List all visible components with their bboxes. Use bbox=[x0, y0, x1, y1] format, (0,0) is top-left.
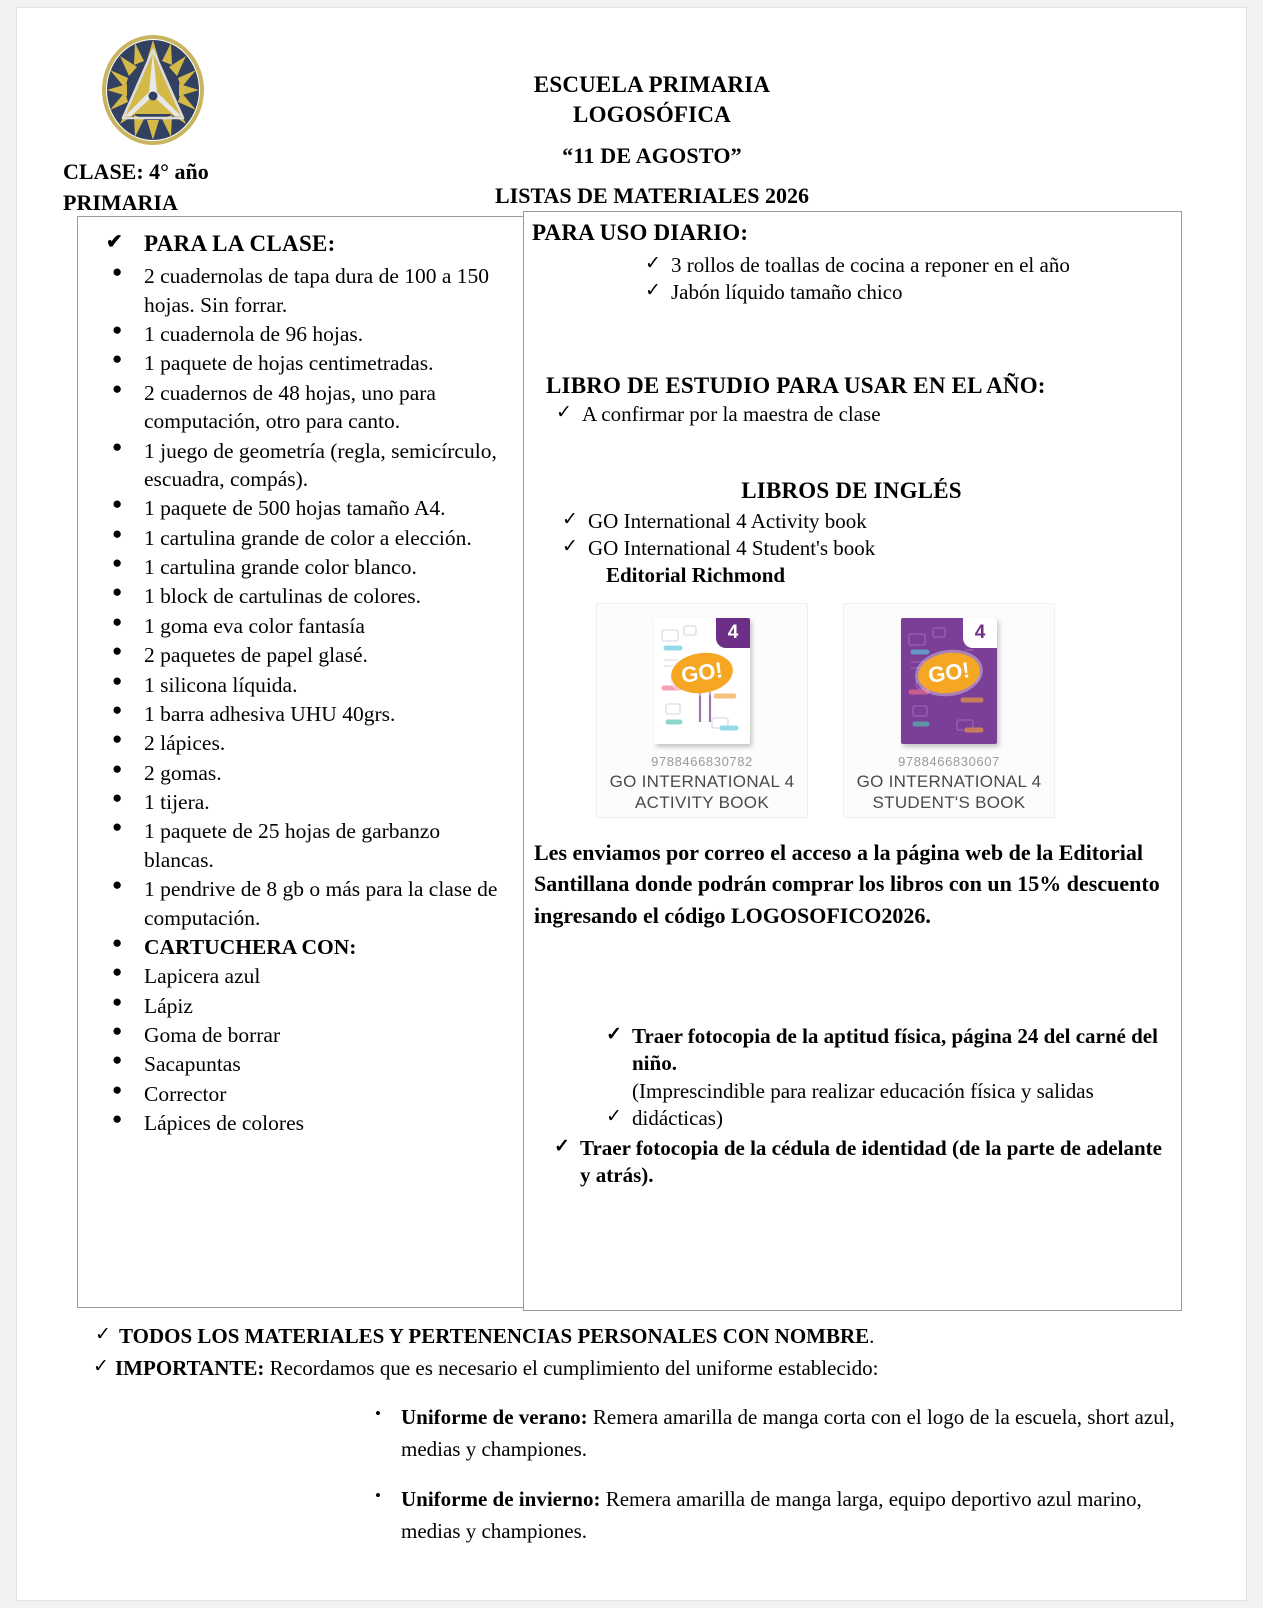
bullet-icon: ● bbox=[112, 699, 123, 719]
list-item bbox=[96, 553, 515, 581]
list-item bbox=[548, 401, 1171, 428]
bullet-icon: ● bbox=[112, 582, 123, 602]
list-item-label: 1 juego de geometría (regla, semicírculo, escuadra, compás). bbox=[144, 438, 497, 491]
list-item-label: Corrector bbox=[144, 1081, 227, 1106]
uniform-item-verano bbox=[367, 1402, 1197, 1466]
check-icon: ✓ bbox=[556, 401, 572, 423]
bullet-icon: ● bbox=[112, 729, 123, 749]
bullet-icon: ● bbox=[112, 378, 123, 398]
check-icon: ✔ bbox=[106, 231, 124, 253]
school-title bbox=[417, 70, 887, 170]
check-icon: ✓ bbox=[606, 1023, 622, 1045]
list-item-label: 2 cuadernos de 48 hojas, uno para computación, otro para canto. bbox=[144, 380, 436, 434]
uniform-text: Remera amarilla de manga corta con el logo de la escuela, short azul, medias y championes. bbox=[401, 1404, 1175, 1461]
list-item bbox=[96, 582, 515, 610]
list-item-label: 1 paquete de hojas centimetradas. bbox=[144, 351, 434, 376]
list-item bbox=[96, 759, 515, 787]
school-name-line2: LOGOSÓFICA bbox=[573, 102, 731, 128]
list-item bbox=[96, 612, 515, 640]
book-cover-student-icon bbox=[901, 618, 997, 744]
list-item-label: Traer fotocopia de la aptitud física, página 24 del carné del niño. bbox=[632, 1023, 1158, 1076]
list-item bbox=[96, 700, 515, 728]
bullet-icon: ● bbox=[112, 758, 123, 778]
bullet-icon: • bbox=[375, 1403, 381, 1423]
check-icon: ✓ bbox=[554, 1136, 570, 1158]
book-isbn: 9788466830782 bbox=[651, 753, 753, 769]
bullet-icon: ● bbox=[112, 817, 123, 837]
list-item-label: 1 cartulina grande de color a elección. bbox=[144, 525, 472, 550]
bullet-icon: ● bbox=[112, 1050, 123, 1070]
list-item bbox=[96, 320, 515, 348]
list-item-label: 1 cartulina grande color blanco. bbox=[144, 555, 417, 580]
bullet-icon: ● bbox=[112, 1109, 123, 1129]
list-item-label: 1 goma eva color fantasía bbox=[144, 613, 365, 638]
bullet-icon: ● bbox=[112, 1021, 123, 1041]
list-item-label: 3 rollos de toallas de cocina a reponer en el año bbox=[671, 253, 1070, 277]
list-heading-cartuchera bbox=[96, 933, 515, 961]
list-item-label: 1 pendrive de 8 gb o más para la clase de computación. bbox=[144, 877, 498, 930]
list-item bbox=[96, 1050, 515, 1078]
book-isbn: 9788466830607 bbox=[898, 753, 1000, 769]
book-title-line1: GO INTERNATIONAL 4 bbox=[856, 771, 1042, 791]
book-title-line1: GO INTERNATIONAL 4 bbox=[609, 771, 795, 791]
list-item bbox=[96, 524, 515, 552]
list-item-label: 2 cuadernolas de tapa dura de 100 a 150 hojas. Sin forrar. bbox=[144, 264, 490, 317]
list-item-label: 1 paquete de 500 hojas tamaño A4. bbox=[144, 496, 446, 521]
bullet-icon: ● bbox=[112, 349, 123, 369]
list-item-label: Lapicera azul bbox=[144, 964, 261, 989]
list-item-label: 1 block de cartulinas de colores. bbox=[144, 584, 422, 609]
list-item bbox=[96, 1109, 515, 1137]
check-icon: ✓ bbox=[606, 1105, 622, 1127]
bullet-icon: ● bbox=[112, 670, 123, 690]
section-heading-libros-ingles: LIBROS DE INGLÉS bbox=[741, 477, 962, 503]
table-cell-left bbox=[77, 216, 524, 1308]
list-item bbox=[96, 875, 515, 932]
list-item-label: Jabón líquido tamaño chico bbox=[671, 280, 903, 305]
section-heading-libro-estudio: LIBRO DE ESTUDIO PARA USAR EN EL AÑO: bbox=[546, 372, 1046, 398]
list-item-label: 1 barra adhesiva UHU 40grs. bbox=[144, 701, 396, 726]
go-logo-icon: GO! bbox=[669, 649, 736, 697]
document-header bbox=[17, 8, 1246, 216]
list-item bbox=[554, 535, 1171, 562]
go-logo-icon: GO! bbox=[916, 649, 983, 697]
class-line-2: PRIMARIA bbox=[63, 190, 178, 216]
list-item-label: GO International 4 Student's book bbox=[588, 536, 876, 561]
list-item-label: 2 gomas. bbox=[144, 760, 222, 785]
bullet-icon: • bbox=[375, 1485, 381, 1505]
bullet-icon: ● bbox=[112, 494, 123, 514]
bullet-icon: ● bbox=[112, 262, 123, 282]
list-item-label: 2 lápices. bbox=[144, 731, 226, 756]
check-icon: ✓ bbox=[645, 280, 661, 302]
list-item bbox=[598, 1105, 1171, 1132]
list-item bbox=[96, 729, 515, 757]
footer-materiales-bold: TODOS LOS MATERIALES Y PERTENENCIAS PERSONALES CON NOMBRE bbox=[119, 1324, 870, 1348]
list-item bbox=[96, 379, 515, 436]
bullet-icon: ● bbox=[112, 523, 123, 543]
uniform-label: Uniforme de verano: bbox=[401, 1404, 588, 1429]
bullet-icon: ● bbox=[112, 436, 123, 456]
check-icon: ✓ bbox=[562, 508, 578, 530]
list-item bbox=[96, 641, 515, 669]
list-item-label: 1 cuadernola de 96 hojas. bbox=[144, 322, 364, 347]
list-item bbox=[96, 1080, 515, 1108]
section-heading-uso-diario: PARA USO DIARIO: bbox=[532, 220, 749, 245]
list-item bbox=[96, 962, 515, 990]
page-title: LISTAS DE MATERIALES 2026 bbox=[495, 183, 809, 208]
uniform-item-invierno bbox=[367, 1484, 1197, 1548]
book-card-activity bbox=[597, 604, 807, 817]
list-item bbox=[96, 788, 515, 816]
importante-label: IMPORTANTE: bbox=[115, 1356, 265, 1381]
uniform-text: Remera amarilla de manga larga, equipo deportivo azul marino, medias y championes. bbox=[401, 1486, 1142, 1543]
publisher-label: Editorial Richmond bbox=[606, 563, 786, 588]
list-item-label: Lápices de colores bbox=[144, 1111, 304, 1136]
bullet-icon: ● bbox=[112, 641, 123, 661]
list-item-label: Lápiz bbox=[144, 993, 193, 1018]
book-title-line2: ACTIVITY BOOK bbox=[635, 792, 769, 812]
list-item-label: Sacapuntas bbox=[144, 1052, 241, 1077]
list-item bbox=[637, 279, 1171, 306]
list-item bbox=[598, 1023, 1171, 1078]
footer-materiales-tail: . bbox=[869, 1324, 875, 1348]
list-item-label: 1 silicona líquida. bbox=[144, 672, 298, 697]
list-item-label: Traer fotocopia de la cédula de identidad (de la parte de adelante y atrás). bbox=[580, 1136, 1162, 1188]
table-cell-right bbox=[523, 211, 1182, 1311]
list-item-label: Goma de borrar bbox=[144, 1023, 281, 1048]
check-icon: ✓ bbox=[562, 536, 578, 558]
check-icon: ✓ bbox=[93, 1356, 109, 1378]
footer-item-materiales bbox=[77, 1321, 1197, 1351]
list-item bbox=[554, 508, 1171, 535]
book-title-line2: STUDENT'S BOOK bbox=[872, 792, 1026, 812]
list-item bbox=[96, 262, 515, 319]
bullet-icon: ● bbox=[112, 962, 123, 982]
bullet-icon: ● bbox=[112, 320, 123, 340]
book-card-student bbox=[844, 604, 1054, 817]
bullet-icon: ● bbox=[112, 991, 123, 1011]
photocopy-note: (Imprescindible para realizar educación física y salidas bbox=[632, 1078, 1094, 1103]
bullet-icon: ● bbox=[112, 611, 123, 631]
uniform-label: Uniforme de invierno: bbox=[401, 1486, 601, 1511]
list-item-label: GO International 4 Activity book bbox=[588, 508, 867, 533]
list-item bbox=[96, 349, 515, 377]
document-footer bbox=[77, 1321, 1197, 1548]
school-name-line1: ESCUELA PRIMARIA bbox=[533, 72, 771, 97]
class-line-1: CLASE: 4° año bbox=[63, 159, 209, 184]
bullet-icon: ● bbox=[112, 1079, 123, 1099]
heading-text: CARTUCHERA CON: bbox=[144, 934, 357, 959]
book-cover-activity-icon bbox=[654, 618, 750, 744]
school-crest-logo bbox=[101, 34, 205, 146]
list-item bbox=[96, 671, 515, 699]
santillana-note: Les enviamos por correo el acceso a la página web de la Editorial Santillana donde podrán comprar los libros con un 15% descuento ingresando el código LOGOSOFICO2026. bbox=[534, 840, 1160, 928]
daily-use-list bbox=[637, 252, 1171, 307]
list-item bbox=[96, 817, 515, 874]
check-icon: ✓ bbox=[95, 1324, 111, 1345]
importante-text: Recordamos que es necesario el cumplimiento del uniforme establecido: bbox=[264, 1356, 879, 1381]
bullet-icon: ● bbox=[112, 875, 123, 895]
bullet-icon: ● bbox=[112, 553, 123, 573]
list-item-label: A confirmar por la maestra de clase bbox=[582, 401, 881, 426]
list-item bbox=[96, 437, 515, 494]
bullet-icon: ● bbox=[112, 932, 123, 952]
list-item-label: 2 paquetes de papel glasé. bbox=[144, 643, 368, 668]
check-icon: ✓ bbox=[645, 253, 661, 274]
list-item-label: 1 paquete de 25 hojas de garbanzo blancas. bbox=[144, 819, 441, 872]
bullet-icon: ● bbox=[112, 788, 123, 808]
class-label bbox=[63, 156, 363, 218]
list-item bbox=[637, 252, 1171, 279]
book-level-badge: 4 bbox=[716, 618, 750, 648]
list-item-label: 1 tijera. bbox=[144, 790, 210, 815]
book-thumbnails bbox=[597, 604, 1171, 817]
list-heading-para-la-clase bbox=[96, 229, 515, 259]
school-quote: “11 DE AGOSTO” bbox=[562, 142, 742, 168]
class-materials-list bbox=[96, 229, 515, 1138]
list-item bbox=[96, 992, 515, 1020]
document-page bbox=[17, 8, 1246, 1600]
heading-text: PARA LA CLASE: bbox=[144, 231, 336, 256]
photocopy-requirements bbox=[532, 1023, 1171, 1190]
list-item bbox=[96, 1021, 515, 1049]
list-item bbox=[546, 1135, 1171, 1190]
list-item-label: didácticas) bbox=[632, 1105, 723, 1130]
english-books-list bbox=[554, 508, 1171, 590]
list-item bbox=[96, 494, 515, 522]
footer-item-importante bbox=[77, 1353, 1197, 1383]
book-level-badge: 4 bbox=[963, 618, 997, 648]
